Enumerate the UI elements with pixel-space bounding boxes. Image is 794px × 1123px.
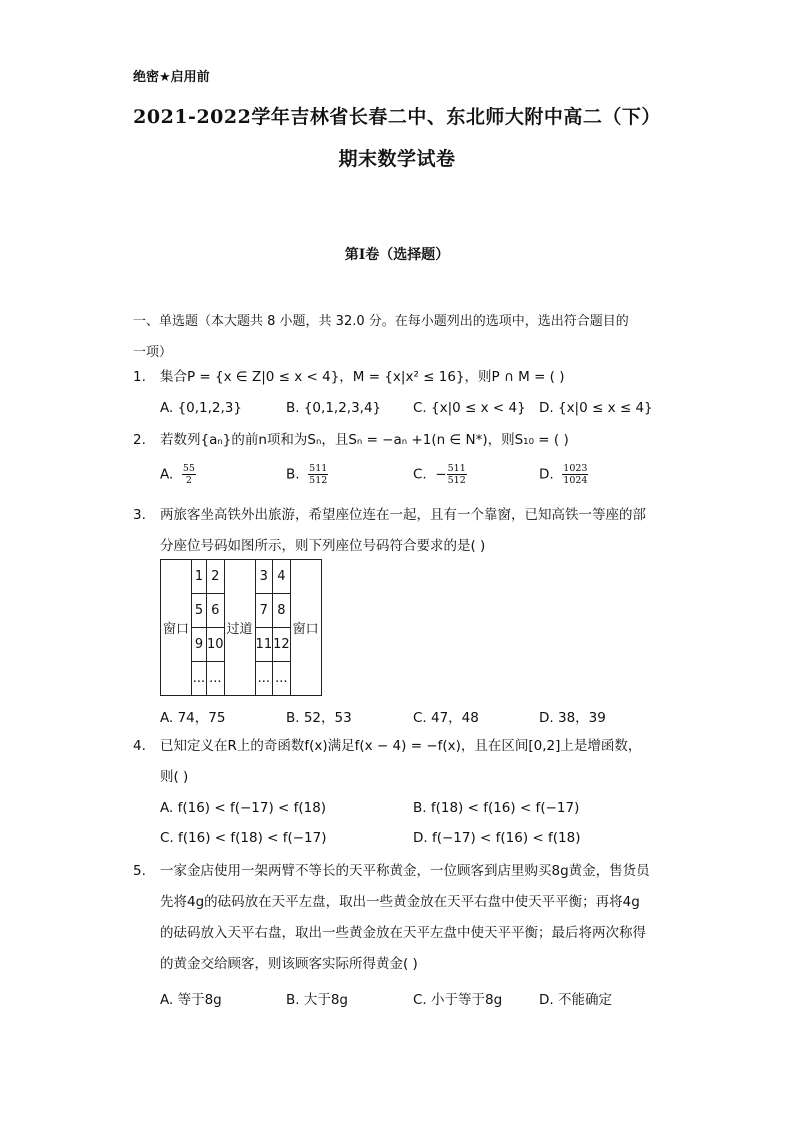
question-stem-line1: 一家金店使用一架两臂不等长的天平称黄金，一位顾客到店里购买8g黄金，售货员 — [160, 863, 650, 879]
fraction — [562, 463, 588, 486]
q4-option-a: A. f(16) < f(−17) < f(18) — [160, 800, 327, 816]
numerator: 1023 — [563, 463, 588, 474]
q5-option-c: C. 小于等于8g — [413, 992, 503, 1008]
q3-option-b: B. 52，53 — [286, 710, 352, 726]
numerator: 511 — [309, 463, 328, 474]
seat-cell: 1 — [192, 560, 207, 594]
question-stem-line2: 先将4g的砝码放在天平左盘，取出一些黄金放在天平右盘中使天平平衡；再将4g — [160, 894, 640, 910]
seat-cell: 10 — [207, 628, 225, 662]
aisle-cell: 过道 — [224, 560, 255, 696]
q1-option-b: B. {0,1,2,3,4} — [286, 400, 382, 416]
seat-cell: 2 — [207, 560, 225, 594]
secret-label: 绝密★启用前 — [133, 70, 210, 85]
q5-option-a: A. 等于8g — [160, 992, 222, 1008]
question-stem-line4: 的黄金交给顾客，则该顾客实际所得黄金( ) — [160, 956, 418, 972]
seat-diagram — [160, 559, 322, 696]
seat-cell: 9 — [192, 628, 207, 662]
section-heading-line2: 一项） — [133, 345, 173, 360]
seat-cell: 7 — [255, 594, 273, 628]
q3-option-a: A. 74，75 — [160, 710, 226, 726]
question-stem: 集合P = {x ∈ Z|0 ≤ x < 4}，M = {x|x² ≤ 16}，则P ∩ M = ( ) — [160, 369, 565, 385]
q2-option-c — [413, 463, 467, 486]
section-heading-line1: 一、单选题（本大题共 8 小题，共 32.0 分。在每小题列出的选项中，选出符合题目的 — [133, 314, 629, 329]
fraction — [447, 463, 467, 486]
q2-option-b — [286, 463, 328, 486]
q2-option-a — [160, 463, 196, 486]
question-number: 1. — [133, 369, 146, 385]
question-stem-line2: 则( ) — [160, 769, 189, 785]
exam-title-line2: 期末数学试卷 — [338, 148, 456, 170]
seat-cell: 8 — [273, 594, 291, 628]
question-stem: 若数列{aₙ}的前n项和为Sₙ，且Sₙ = −aₙ +1(n ∈ N*)，则S₁₀ = ( ) — [160, 432, 569, 448]
option-label: C. — [413, 466, 427, 483]
q1-option-d: D. {x|0 ≤ x ≤ 4} — [539, 400, 653, 416]
q2-option-d — [539, 463, 588, 486]
question-stem-line1: 已知定义在R上的奇函数f(x)满足f(x − 4) = −f(x)，且在区间[0,2]上是增函数， — [160, 738, 642, 754]
q1-option-a: A. {0,1,2,3} — [160, 400, 242, 416]
question-stem-line3: 的砝码放入天平右盘，取出一些黄金放在天平左盘中使天平平衡；最后将两次称得 — [160, 925, 646, 941]
seat-cell: 6 — [207, 594, 225, 628]
seat-cell: ... — [207, 662, 225, 696]
window-right-cell: 窗口 — [290, 560, 321, 696]
denominator: 512 — [447, 475, 466, 486]
seat-cell: 5 — [192, 594, 207, 628]
volume-heading: 第I卷（选择题） — [344, 247, 450, 263]
numerator: 511 — [447, 463, 466, 474]
seat-cell: 4 — [273, 560, 291, 594]
q4-option-d: D. f(−17) < f(16) < f(18) — [413, 830, 581, 846]
section-heading — [133, 306, 673, 368]
q1-option-c: C. {x|0 ≤ x < 4} — [413, 400, 526, 416]
fraction — [182, 463, 196, 486]
minus-sign: − — [435, 466, 447, 483]
q3-option-d: D. 38，39 — [539, 710, 606, 726]
q3-option-c: C. 47，48 — [413, 710, 479, 726]
denominator: 2 — [185, 475, 192, 486]
question-number: 2. — [133, 432, 146, 448]
q4-option-b: B. f(18) < f(16) < f(−17) — [413, 800, 580, 816]
seat-cell: 12 — [273, 628, 291, 662]
option-label: B. — [286, 466, 300, 483]
question-number: 3. — [133, 507, 146, 523]
seat-cell: ... — [192, 662, 207, 696]
option-label: A. — [160, 466, 174, 483]
question-stem-line2: 分座位号码如图所示，则下列座位号码符合要求的是( ) — [160, 538, 486, 554]
q4-option-c: C. f(16) < f(18) < f(−17) — [160, 830, 327, 846]
seat-cell: 11 — [255, 628, 273, 662]
question-stem-line1: 两旅客坐高铁外出旅游，希望座位连在一起，且有一个靠窗，已知高铁一等座的部 — [160, 507, 646, 523]
question-number: 4. — [133, 738, 146, 754]
seat-cell: ... — [273, 662, 291, 696]
seat-cell: 3 — [255, 560, 273, 594]
question-number: 5. — [133, 863, 146, 879]
fraction — [308, 463, 328, 486]
option-label: D. — [539, 466, 554, 483]
q5-option-b: B. 大于8g — [286, 992, 349, 1008]
window-left-cell: 窗口 — [161, 560, 192, 696]
numerator: 55 — [182, 463, 195, 474]
exam-title-line1: 2021-2022学年吉林省长春二中、东北师大附中高二（下） — [133, 106, 661, 128]
seat-cell: ... — [255, 662, 273, 696]
q5-option-d: D. 不能确定 — [539, 992, 612, 1008]
denominator: 512 — [309, 475, 328, 486]
denominator: 1024 — [563, 475, 588, 486]
